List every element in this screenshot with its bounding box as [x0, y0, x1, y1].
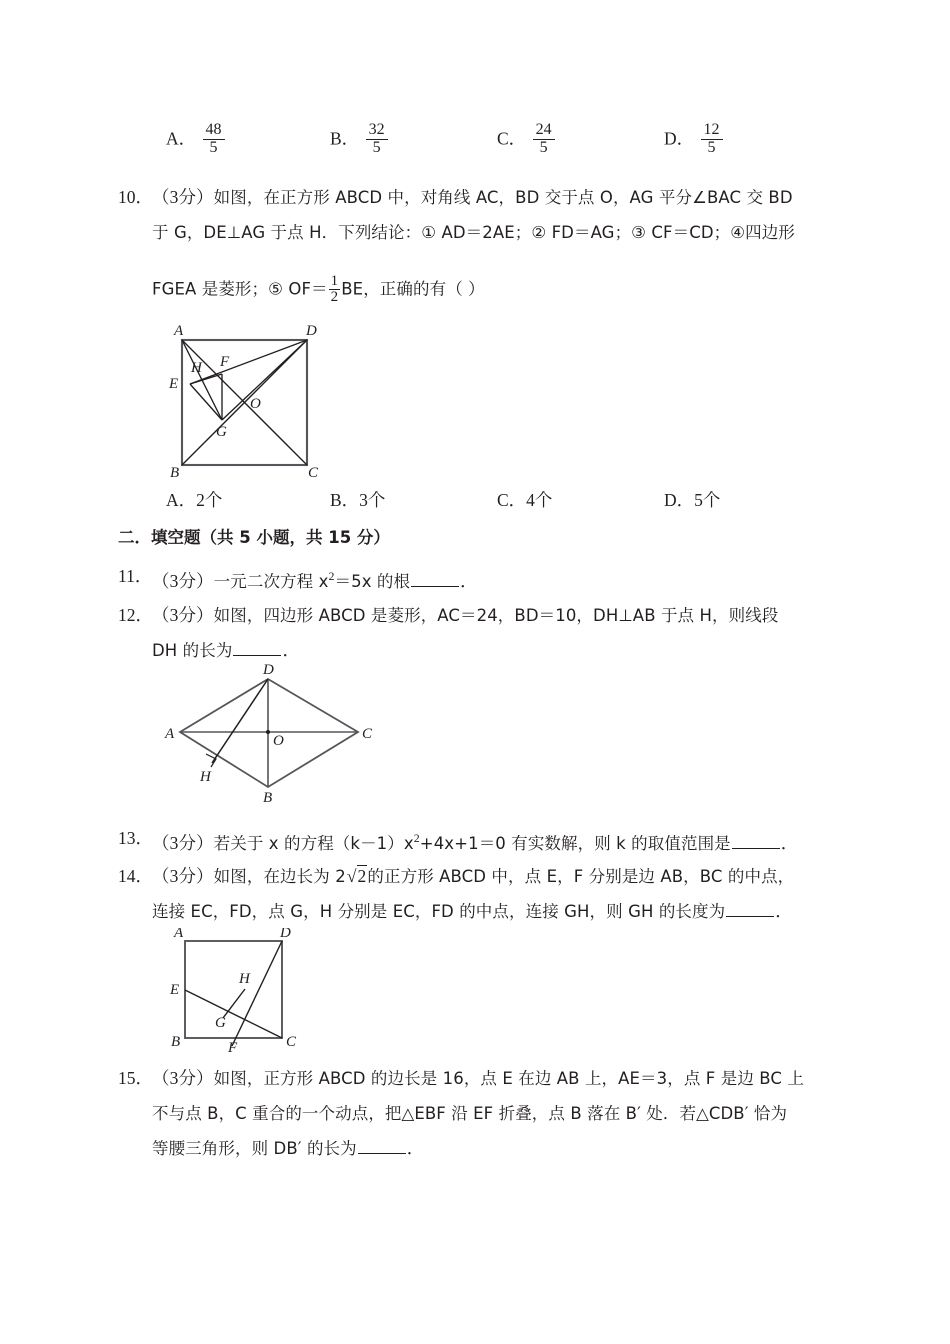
- q15-line-3-prefix: 等腰三角形，则 DB′ 的长为: [152, 1139, 357, 1158]
- q12-line-2: [152, 640, 300, 661]
- q10-internal-lines: [182, 340, 307, 465]
- q12-number: 12．: [118, 605, 153, 625]
- q10-line-3-prefix: FGEA 是菱形；⑤ OF＝: [152, 279, 328, 299]
- q10-option-c[interactable]: C．4个: [497, 490, 553, 510]
- q15-line-1-text: 如图，正方形 ABCD 的边长是 16，点 E 在边 AB 上，AE＝3，点 F 是边 BC 上: [213, 1069, 804, 1088]
- q12-label-D: D: [263, 662, 274, 678]
- q9-option-b[interactable]: [330, 122, 390, 157]
- q13-score: （3分）: [152, 832, 214, 853]
- q14-radical: √2: [346, 866, 367, 886]
- q14-line-2: [152, 901, 793, 922]
- q14-internal-lines: [185, 941, 282, 1046]
- q10-half-numerator: 1: [330, 273, 339, 289]
- q10-line-1-text: 如图，在正方形 ABCD 中，对角线 AC，BD 交于点 O，AG 平分∠BAC 交 BD: [213, 188, 793, 207]
- q9-option-d-fraction: [701, 122, 723, 157]
- q14-number: 14．: [118, 866, 153, 886]
- q12-label-A: A: [165, 726, 175, 742]
- q9-option-b-numerator: 32: [368, 121, 385, 138]
- q10-line-3-suffix: BE，正确的有（ ）: [341, 279, 485, 299]
- section-2-heading: [118, 527, 390, 548]
- q9-option-a-denominator: 5: [203, 139, 225, 157]
- q10-half-denominator: 2: [330, 289, 339, 305]
- q15-number: 15．: [118, 1068, 153, 1088]
- q12-score: （3分）: [152, 605, 214, 625]
- q10-score: （3分）: [152, 187, 214, 207]
- q9-option-b-label: B．: [330, 128, 360, 149]
- q13-text-prefix: 若关于 x 的方程（k－1）x: [213, 833, 414, 853]
- q12-center-point-O: [266, 730, 270, 734]
- q10-line-1: [152, 187, 793, 208]
- q14-label-A: A: [174, 928, 184, 941]
- q15-line-1: [152, 1068, 804, 1089]
- q15-line-3: [152, 1138, 424, 1159]
- q11-text-suffix: ＝5x 的根: [334, 571, 411, 591]
- q9-option-d[interactable]: [664, 122, 725, 157]
- q14-label-F: F: [228, 1040, 238, 1053]
- q11-text-prefix: 一元二次方程 x: [213, 571, 329, 591]
- q11-number: 11．: [118, 566, 153, 586]
- q12-altitude-dh: [212, 679, 268, 763]
- q9-option-d-denominator: 5: [701, 139, 723, 157]
- q14-score: （3分）: [152, 866, 214, 886]
- q15-line-2: [152, 1103, 787, 1124]
- q12-label-H: H: [200, 769, 211, 785]
- q14-label-G: G: [215, 1015, 226, 1031]
- q14-label-H: H: [239, 971, 250, 987]
- q9-option-d-label: D．: [664, 128, 695, 149]
- q10-line-2-text: 于 G，DE⊥AG 于点 H．下列结论：① AD＝2AE；② FD＝AG；③ CF＝CD；④四边形: [152, 223, 795, 242]
- q10-label-B: B: [170, 465, 180, 481]
- q10-label-E: E: [169, 376, 179, 392]
- q14-line-1-suffix: 的正方形 ABCD 中，点 E，F 分别是边 AB，BC 的中点，: [367, 867, 795, 886]
- q10-label-D: D: [306, 323, 317, 339]
- q10-option-a[interactable]: A．2个: [166, 490, 223, 510]
- q11-answer-blank[interactable]: [411, 573, 459, 587]
- q10-figure: [160, 322, 360, 482]
- q13-period: ．: [780, 832, 799, 853]
- q9-option-a-fraction: [203, 122, 225, 157]
- q14-line-1-prefix: 如图，在边长为 2: [213, 867, 346, 886]
- q9-option-a-numerator: 48: [205, 121, 222, 138]
- q10-label-A: A: [174, 323, 184, 339]
- q14-period: ．: [775, 901, 793, 921]
- q12-label-O: O: [273, 733, 284, 749]
- q13-text-middle: +4x+1＝0 有实数解，则 k 的取值范围是: [419, 833, 731, 853]
- q11-exponent: 2: [328, 569, 335, 583]
- q9-option-a-label: A．: [166, 128, 197, 149]
- q12-answer-blank[interactable]: [233, 642, 281, 656]
- q9-option-d-numerator: 12: [703, 121, 720, 138]
- q10-label-G: G: [216, 424, 227, 440]
- q11-period: ．: [460, 570, 478, 591]
- q14-label-B: B: [171, 1034, 181, 1050]
- q15-score: （3分）: [152, 1068, 214, 1088]
- q14-square-outline: [185, 941, 282, 1038]
- q12-label-C: C: [362, 726, 373, 742]
- q10-label-O: O: [250, 396, 261, 412]
- q10-option-b[interactable]: B．3个: [330, 490, 386, 510]
- q12-line-1: [152, 605, 778, 626]
- q14-label-C: C: [286, 1034, 297, 1050]
- q12-figure-svg: [160, 662, 400, 807]
- q11-line-1: [152, 566, 478, 592]
- q10-option-d[interactable]: D．5个: [664, 490, 721, 510]
- q14-answer-blank[interactable]: [726, 903, 774, 917]
- q12-line-2-prefix: DH 的长为: [152, 641, 233, 660]
- q14-label-D: D: [280, 928, 291, 941]
- q14-line-1: [152, 866, 794, 887]
- q12-period: ．: [282, 640, 301, 660]
- q10-label-H: H: [191, 360, 202, 376]
- q9-option-c[interactable]: [497, 122, 557, 157]
- q14-radicand: 2: [357, 866, 367, 886]
- q14-label-E: E: [170, 982, 180, 998]
- q13-number: 13．: [118, 828, 153, 848]
- q11-score: （3分）: [152, 570, 214, 591]
- q9-option-b-denominator: 5: [366, 139, 388, 157]
- q10-line-2: [152, 222, 795, 243]
- q10-number: 10．: [118, 187, 153, 207]
- q13-line-1: [152, 828, 798, 854]
- q14-figure-svg: [160, 928, 340, 1053]
- section-2-heading-text: 二．填空题（共 5 小题，共 15 分）: [118, 528, 390, 547]
- q9-option-c-numerator: 24: [535, 121, 552, 138]
- q12-right-angle-mark: [206, 754, 216, 767]
- q15-line-2-text: 不与点 B，C 重合的一个动点，把△EBF 沿 EF 折叠，点 B 落在 B′ 处．若△CDB′ 恰为: [152, 1104, 788, 1123]
- q10-line-3: [152, 274, 485, 305]
- q12-figure: [160, 662, 400, 807]
- q15-answer-blank[interactable]: [358, 1140, 406, 1154]
- q9-option-c-label: C．: [497, 128, 527, 149]
- q10-label-F: F: [220, 354, 230, 370]
- q12-label-B: B: [263, 790, 273, 806]
- q12-line-1-text: 如图，四边形 ABCD 是菱形，AC＝24，BD＝10，DH⊥AB 于点 H，则线段: [213, 606, 779, 625]
- q9-option-c-fraction: [533, 122, 555, 157]
- q9-option-b-fraction: [366, 122, 388, 157]
- q9-option-c-denominator: 5: [533, 139, 555, 157]
- q10-label-C: C: [308, 465, 319, 481]
- q15-period: ．: [406, 1138, 425, 1158]
- q14-line-2-prefix: 连接 EC，FD，点 G，H 分别是 EC，FD 的中点，连接 GH，则 GH 的长度为: [152, 902, 726, 921]
- q10-figure-svg: [160, 322, 360, 482]
- q9-option-a[interactable]: [166, 122, 227, 157]
- q13-answer-blank[interactable]: [732, 835, 780, 849]
- q13-exponent: 2: [413, 831, 420, 845]
- q10-half-fraction: [329, 274, 341, 305]
- q14-figure: [160, 928, 340, 1053]
